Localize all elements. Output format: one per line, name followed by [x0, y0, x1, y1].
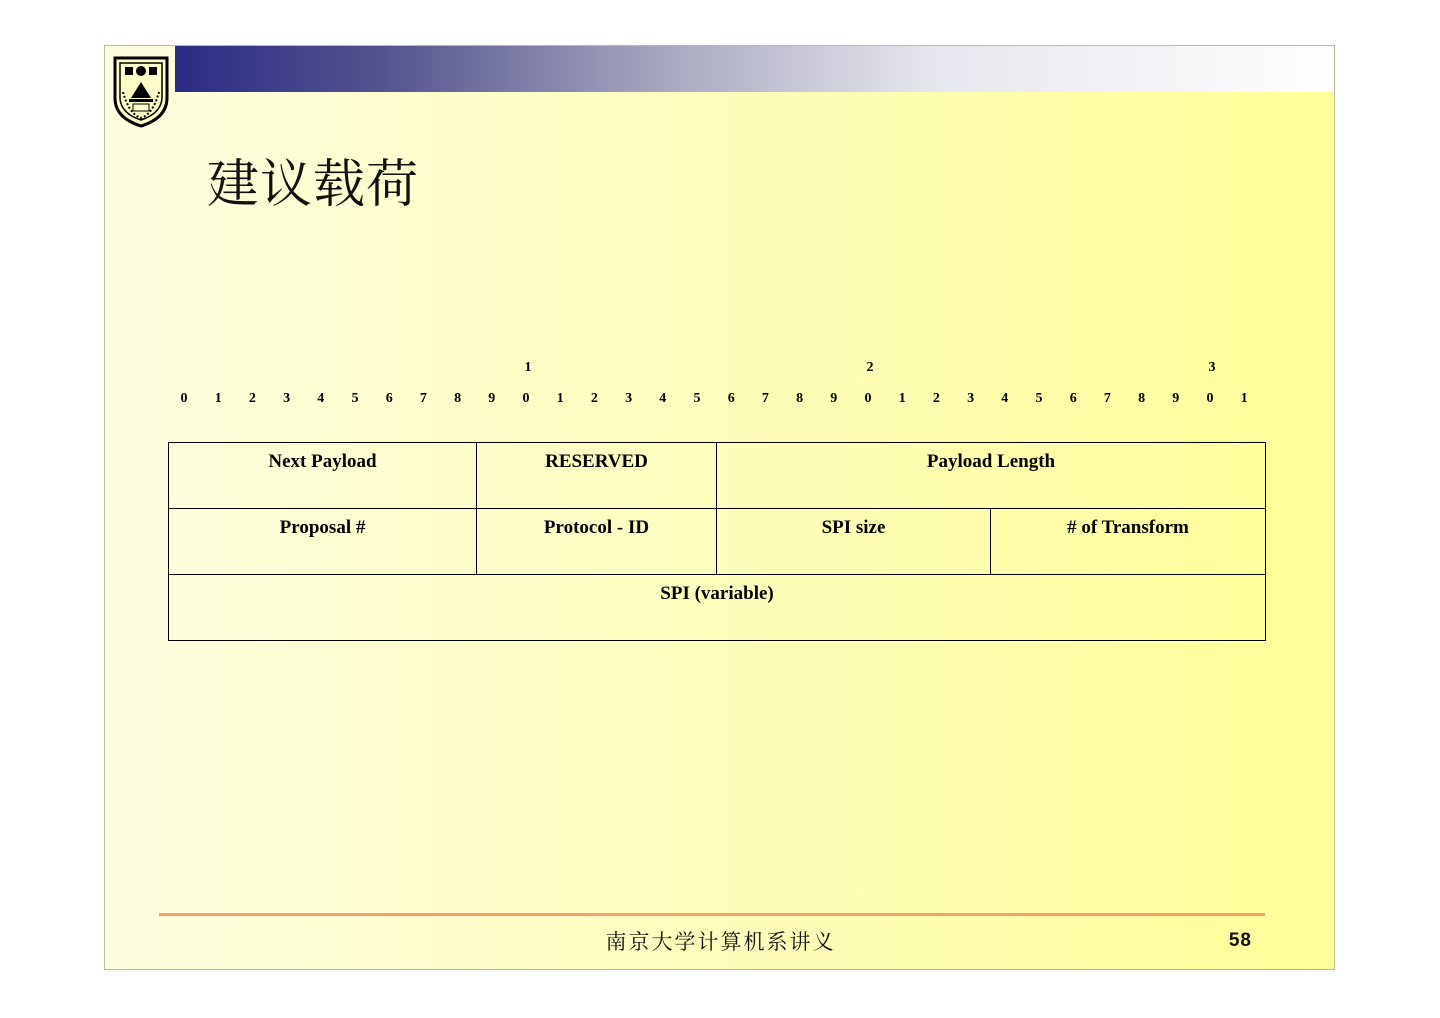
bit-index-label: 9 [488, 391, 496, 406]
bit-index-label: 8 [454, 391, 462, 406]
bit-index-label: 5 [693, 391, 701, 406]
bit-index-label: 4 [659, 391, 667, 406]
bit-index-label: 3 [283, 391, 291, 406]
bit-index-label: 8 [796, 391, 804, 406]
field-spi-size: SPI size [717, 509, 991, 575]
bit-index-label: 5 [351, 391, 359, 406]
bit-index-label: 3 [967, 391, 975, 406]
bit-tens-label: 1 [524, 360, 532, 375]
bit-index-label: 0 [864, 391, 872, 406]
proposal-payload-table [168, 442, 1266, 641]
table-row [169, 575, 1266, 641]
bit-index-label: 7 [419, 391, 427, 406]
bit-index-label: 0 [522, 391, 530, 406]
bit-index-label: 1 [214, 391, 222, 406]
bit-ruler-ones [167, 391, 1267, 409]
university-emblem-icon [111, 52, 171, 128]
table-row [169, 509, 1266, 575]
field-number-of-transforms: # of Transform [991, 509, 1266, 575]
bit-index-label: 0 [180, 391, 188, 406]
header-gradient-bar [175, 46, 1335, 92]
bit-index-label: 2 [248, 391, 256, 406]
bit-index-label: 1 [898, 391, 906, 406]
bit-index-label: 1 [1240, 391, 1248, 406]
bit-index-label: 5 [1035, 391, 1043, 406]
bit-index-label: 8 [1138, 391, 1146, 406]
footer-divider [159, 913, 1265, 916]
bit-index-label: 7 [1103, 391, 1111, 406]
bit-index-label: 4 [1001, 391, 1009, 406]
table-row [169, 443, 1266, 509]
bit-tens-label: 2 [866, 360, 874, 375]
bit-index-label: 3 [625, 391, 633, 406]
field-protocol-id: Protocol - ID [477, 509, 717, 575]
bit-index-label: 9 [1172, 391, 1180, 406]
slide [104, 45, 1335, 970]
university-logo [111, 52, 171, 128]
bit-index-label: 0 [1206, 391, 1214, 406]
field-next-payload: Next Payload [169, 443, 477, 509]
bit-index-label: 6 [385, 391, 393, 406]
bit-index-label: 2 [590, 391, 598, 406]
bit-index-label: 6 [727, 391, 735, 406]
page-number: 58 [1228, 930, 1252, 951]
bit-tens-label: 3 [1208, 360, 1216, 375]
field-proposal-number: Proposal # [169, 509, 477, 575]
field-reserved: RESERVED [477, 443, 717, 509]
bit-index-label: 6 [1069, 391, 1077, 406]
field-spi-variable: SPI (variable) [169, 575, 1266, 641]
bit-index-label: 1 [556, 391, 564, 406]
bit-ruler-tens [167, 360, 1267, 378]
field-payload-length: Payload Length [717, 443, 1266, 509]
slide-title: 建议载荷 [207, 155, 420, 215]
bit-index-label: 2 [932, 391, 940, 406]
bit-index-label: 4 [317, 391, 325, 406]
bit-index-label: 7 [761, 391, 769, 406]
footer-text: 南京大学计算机系讲义 [605, 930, 836, 954]
bit-index-label: 9 [830, 391, 838, 406]
